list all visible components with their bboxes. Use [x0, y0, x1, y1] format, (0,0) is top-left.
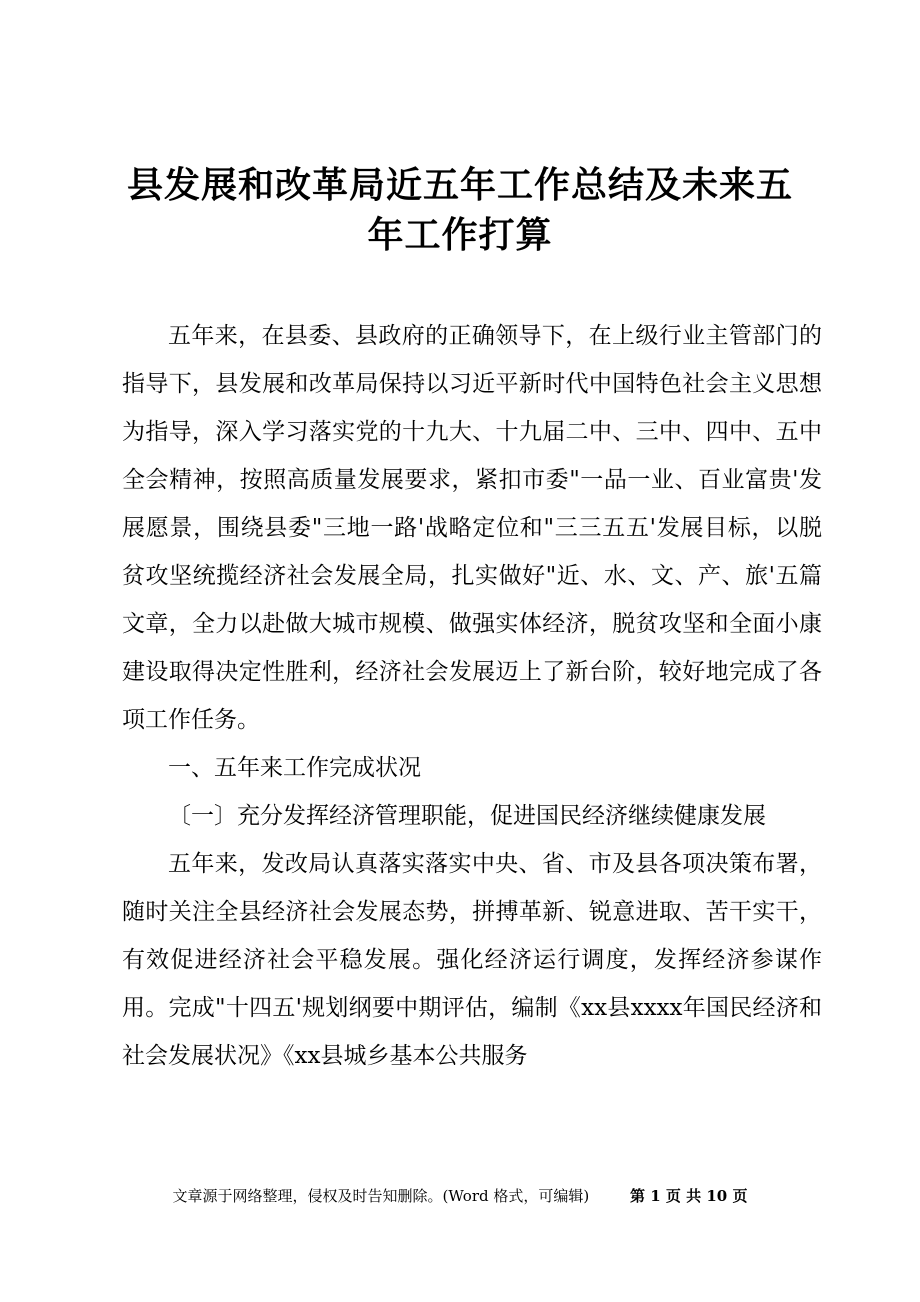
page-footer — [0, 1186, 920, 1206]
document-title: 县发展和改革局近五年工作总结及未来五年工作打算 — [126, 164, 793, 256]
subsection-heading: 〔一〕充分发挥经济管理职能，促进国民经济继续健康发展 — [168, 803, 766, 829]
section-heading: 一、五年来工作完成状况 — [168, 755, 421, 781]
intro-paragraph: 五年来，在县委、县政府的正确领导下，在上级行业主管部门的指导下，县发展和改革局保持以习近平新时代中国特色社会主义思想为指导，深入学习落实党的十九大、十九届二中、三中、四中、五中全会精神，按照高质量发展要求，紧扣市委"一品一业、百业富贵'发展愿景，围绕县委"三地一路'战略定位和"三三五五'发展目标，以脱贫攻坚统揽经济社会发展全局，扎实做好"近、水、文、产、旅'五篇文章，全力以赴做大城市规模、做强实体经济，脱贫攻坚和全面小康建设取得决定性胜利，经济社会发展迈上了新台阶，较好地完成了各项工作任务。 — [122, 323, 822, 733]
footer-source-note: 文章源于网络整理，侵权及时告知删除。(Word 格式，可编辑) — [172, 1187, 590, 1205]
body-paragraph: 五年来，发改局认真落实落实中央、省、市及县各项决策布署，随时关注全县经济社会发展态势，拼搏革新、锐意进取、苦干实干，有效促进经济社会平稳发展。强化经济运行调度，发挥经济参谋作用。完成"十四五'规划纲要中期评估，编制《xx县xxxx年国民经济和社会发展状况》《xx县城乡基本公共服务 — [122, 851, 822, 1069]
document-body — [122, 312, 822, 1080]
footer-page-number: 第 1 页 共 10 页 — [630, 1187, 748, 1205]
